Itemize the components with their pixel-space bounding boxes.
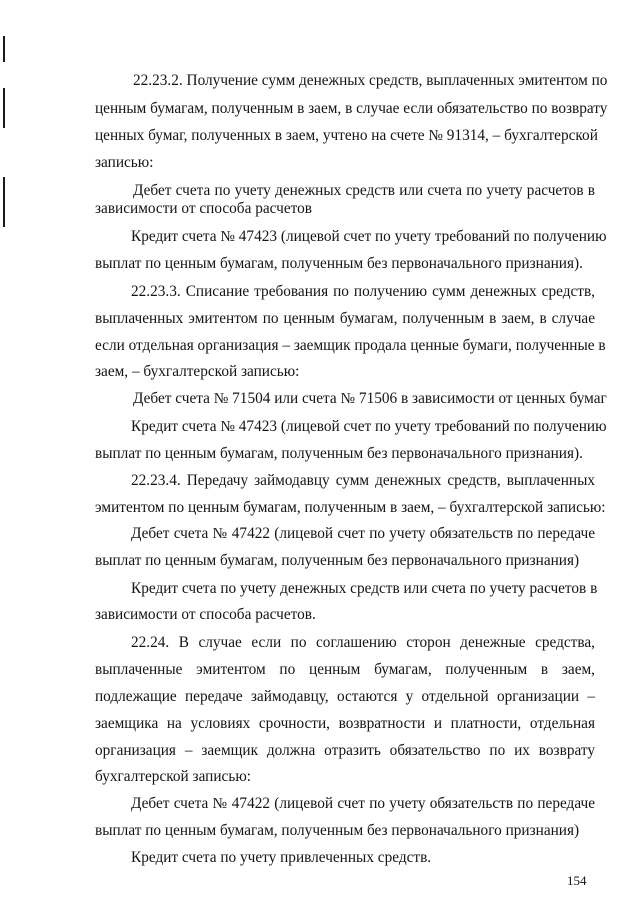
text-line: заемщика на условиях срочности, возвратности и платности, отдельная [95,715,595,732]
text-line: выплаченные эмитентом по ценным бумагам, полученным в заем, [95,661,595,678]
text-line: организация – заемщик должна отразить обязательство по их возврату [95,742,595,759]
text-line: зависимости от способа расчетов [95,200,312,217]
text-line: записью: [95,154,154,171]
text-line: заем, – бухгалтерской записью: [95,363,300,380]
text-line: Дебет счета № 71504 или счета № 71506 в зависимости от ценных бумаг [133,390,607,407]
page-number: 154 [567,873,587,888]
text-line: Кредит счета № 47423 (лицевой счет по учету требований по получению [131,228,607,245]
text-line: выплат по ценным бумагам, полученным без первоначального признания) [95,822,580,839]
text-line: Дебет счета № 47422 (лицевой счет по учету обязательств по передаче [131,795,595,812]
text-line: 22.24. В случае если по соглашению сторон денежные средства, [131,634,595,651]
text-line: 22.23.3. Списание требования по получению сумм денежных средств, [131,283,595,300]
text-line: Дебет счета по учету денежных средств или счета по учету расчетов в [133,182,595,199]
text-line: 22.23.4. Передачу займодавцу сумм денежных средств, выплаченных [131,472,595,489]
text-line: ценных бумаг, полученных в заем, учтено на счете № 91314, – бухгалтерской [95,127,598,144]
text-line: если отдельная организация – заемщик продала ценные бумаги, полученные в [95,337,606,354]
margin-mark [3,177,5,227]
margin-mark [3,36,5,62]
text-line: Дебет счета № 47422 (лицевой счет по учету обязательств по передаче [131,525,595,542]
text-line: 22.23.2. Получение сумм денежных средств, выплаченных эмитентом по [133,72,608,89]
text-line: бухгалтерской записью: [95,768,252,785]
text-line: подлежащие передаче займодавцу, остаются у отдельной организации – [95,688,595,705]
text-line: выплаченных эмитентом по ценным бумагам, полученным в заем, в случае [95,310,595,327]
text-line: Кредит счета по учету привлеченных средств. [131,849,432,866]
text-line: выплат по ценным бумагам, полученным без первоначального признания) [95,552,580,569]
text-line: Кредит счета № 47423 (лицевой счет по учету требований по получению [131,418,607,435]
margin-mark [3,88,5,128]
text-line: зависимости от способа расчетов. [95,606,316,623]
text-line: ценным бумагам, полученным в заем, в случае если обязательство по возврату [95,100,608,117]
text-line: выплат по ценным бумагам, полученным без первоначального признания). [95,255,583,272]
text-line: Кредит счета по учету денежных средств или счета по учету расчетов в [131,580,598,597]
text-line: эмитентом по ценным бумагам, полученным в заем, – бухгалтерской записью: [95,499,606,516]
text-line: выплат по ценным бумагам, полученным без первоначального признания). [95,445,583,462]
